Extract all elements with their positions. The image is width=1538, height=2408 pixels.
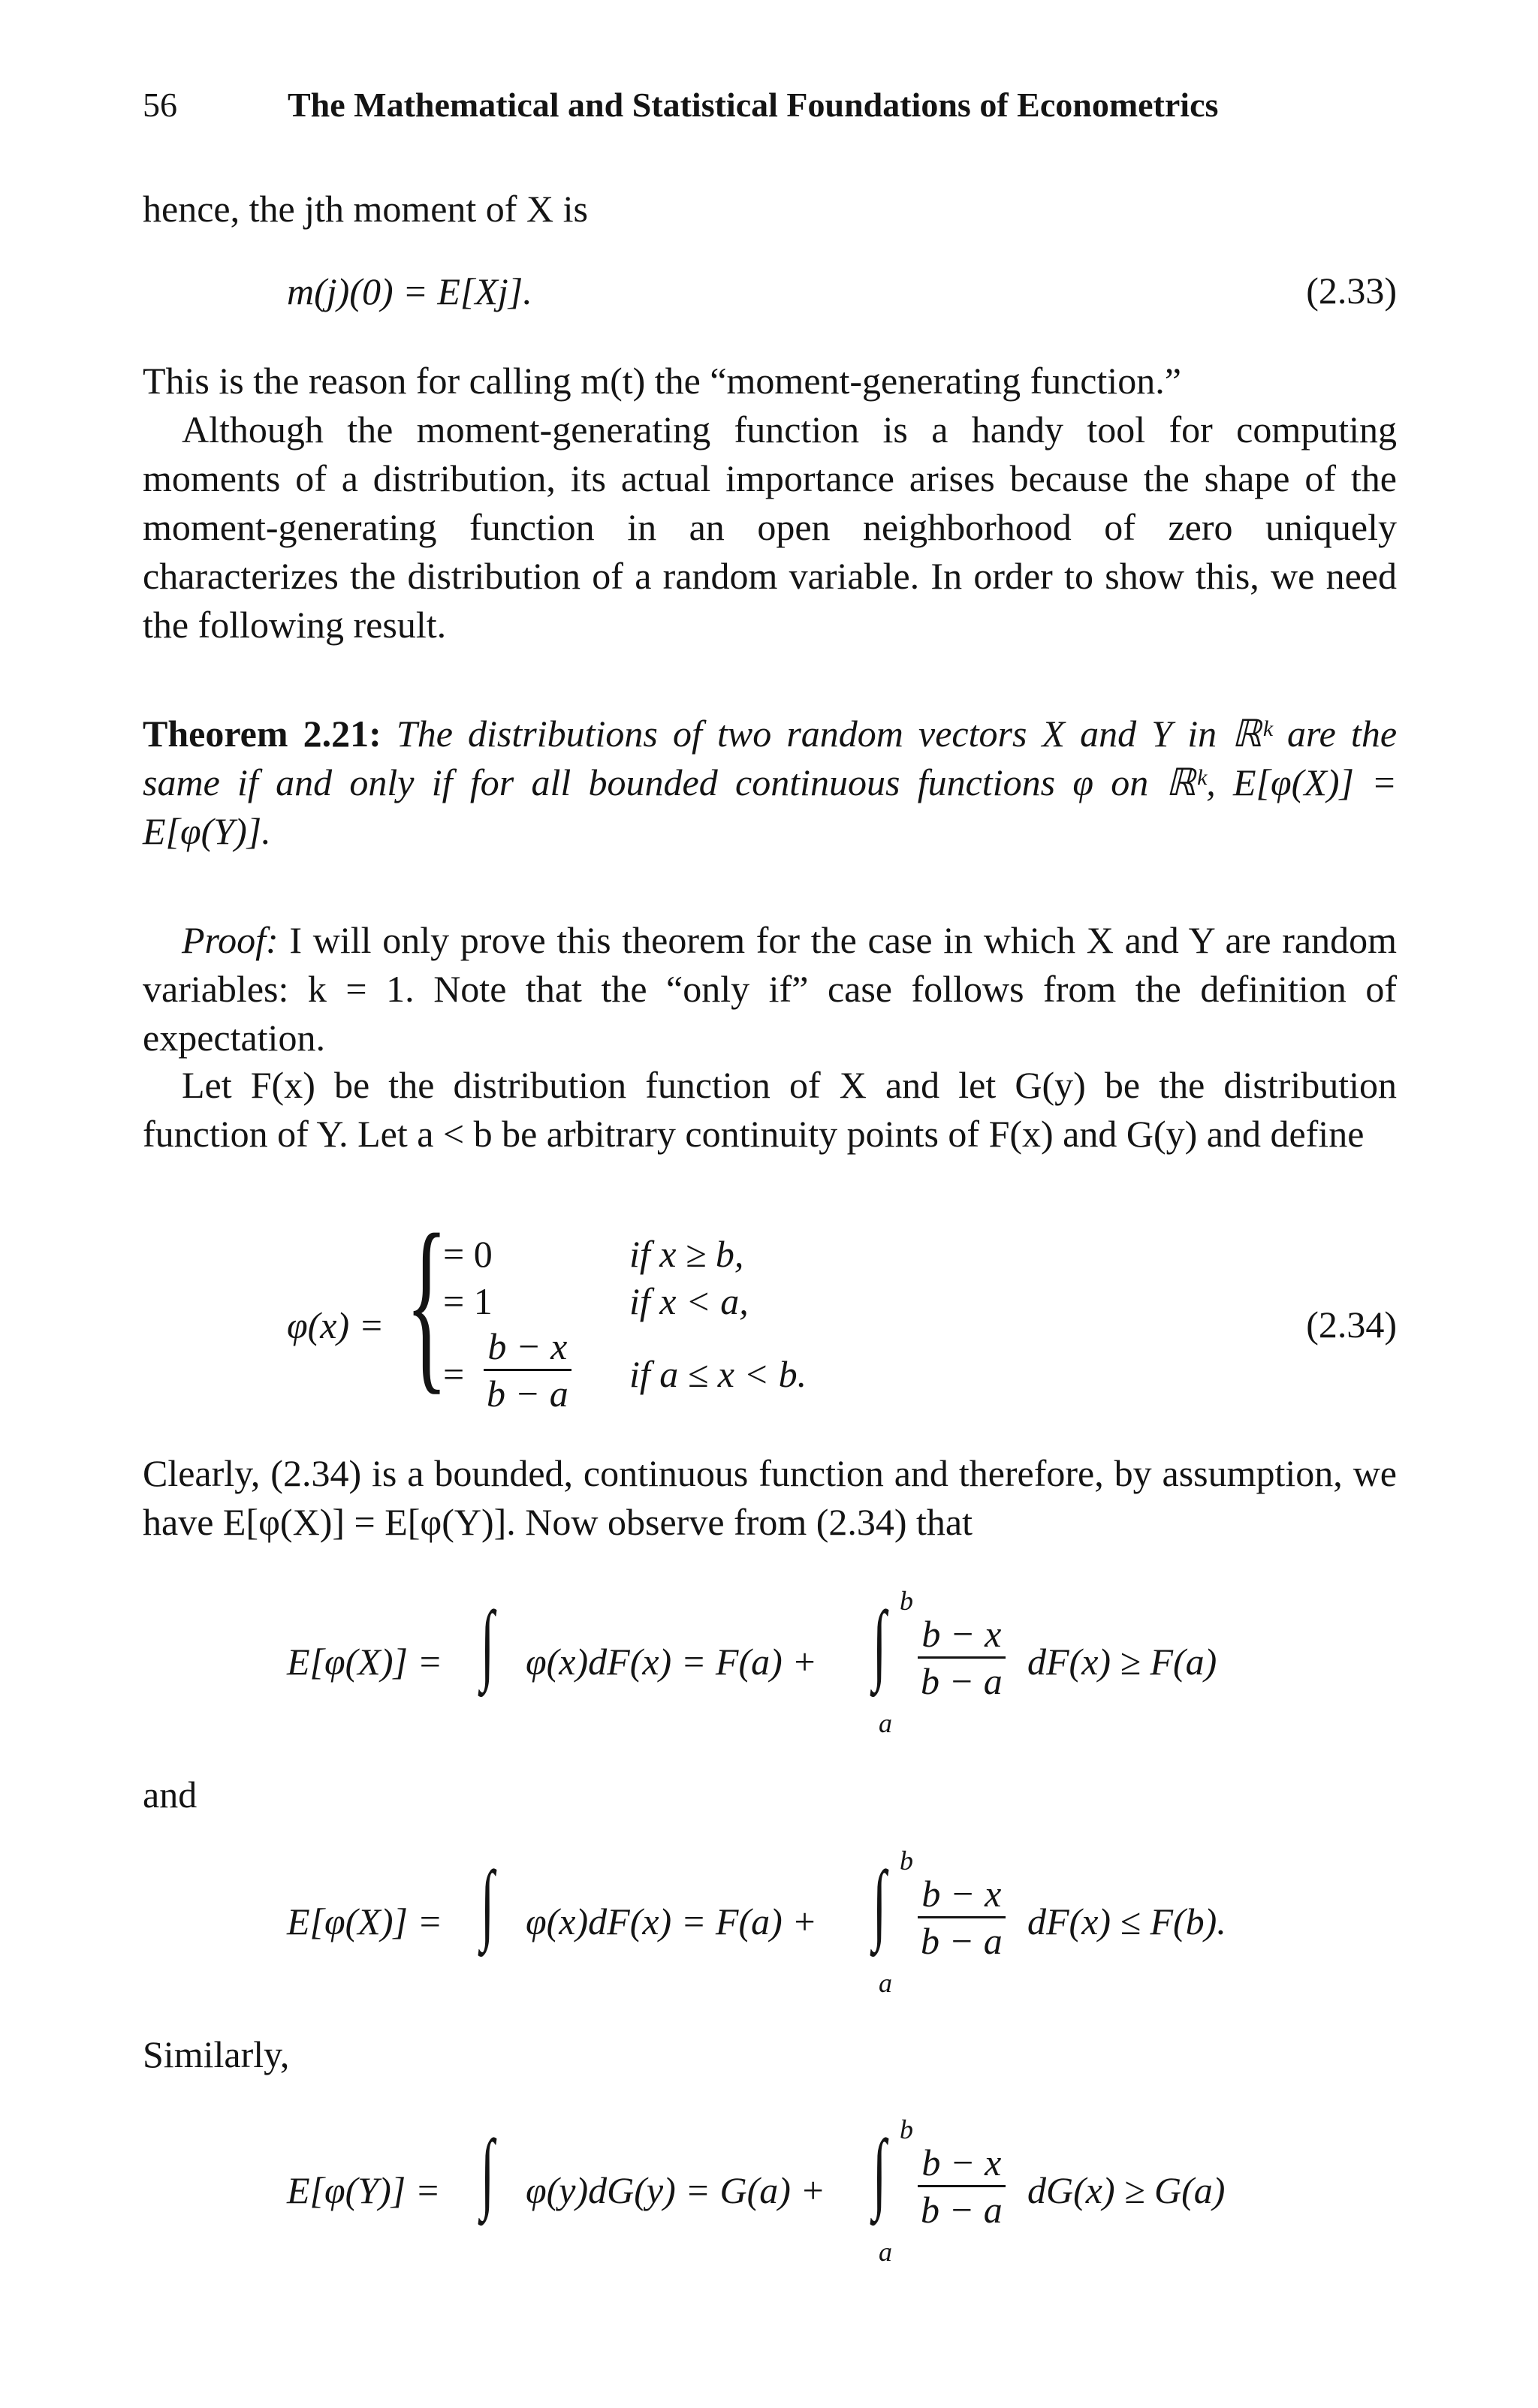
case3-condition: if a ≤ x < b. <box>629 1353 807 1395</box>
text-and: and <box>143 1774 198 1816</box>
integral-icon: ∫ <box>873 2121 887 2221</box>
theorem-2-21 <box>143 710 1397 856</box>
integral-icon: ∫ <box>481 1593 495 1692</box>
equation-2-33: m(j)(0) = E[Xj]. <box>287 270 532 312</box>
case2-condition: if x < a, <box>629 1280 749 1322</box>
eq234-lhs: φ(x) = <box>287 1304 384 1346</box>
case1-value: = 0 <box>443 1233 493 1275</box>
theorem-statement: The distributions of two random vectors X and Y in ℝᵏ are the same if and only if for all bounded continuous functions φ on ℝᵏ, E[φ(X)] = E[φ(Y)]. <box>143 713 1398 852</box>
integral-icon: ∫ <box>481 2121 495 2221</box>
paragraph-define-phi: Let F(x) be the distribution function of X and let G(y) be the distribution function of Y. Let a < b be arbitrary continuity points of F(x) and G(y) and define <box>143 1064 1397 1155</box>
proof-paragraph <box>143 916 1397 1062</box>
text-similarly: Similarly, <box>143 2033 290 2075</box>
cases-brace: { <box>406 1195 448 1411</box>
proof-text: I will only prove this theorem for the case in which X and Y are random variables: k = 1. Note that the “only if” case follows from the definition of expectation. <box>143 919 1398 1059</box>
case3-value: = <box>443 1353 465 1395</box>
theorem-label: Theorem 2.21: <box>143 713 381 755</box>
equation-number-2-33: (2.33) <box>1306 270 1397 312</box>
running-title: The Mathematical and Statistical Foundations of Econometrics <box>288 86 1219 124</box>
book-page: 56 The Mathematical and Statistical Foundations of Econometrics hence, the jth moment of X is m(j)(0) = E[Xj]. (2.33) This is the reason for calling m(t) the “moment-generating function.” Although the moment-generating function is a handy tool for computing moments of a distribution, its actual importance arises because the shape of the moment-generating function in an open neighborhood of zero uniquely characterizes the distribution of a random variable. In order to show this, we need the following result. Theorem 2.21: The distributions of two random vectors X and Y in ℝᵏ are the same if and only if for all bounded continuous functions φ on ℝᵏ, E[φ(X)] = E[φ(Y)]. Proof: I will only prove this theorem for the case in which X and Y are random variables: k = 1. Note that the “only if” case follows from the definition of expectation. Let F(x) be the distribution function of X and let G(y) be the distribution function of Y. Let a < b be arbitrary continuity points of F(x) and G(y) and define φ(x) = { = 0 if x ≥ b, = 1 if x < a, = $\frac{b - x}{b - a}$ if a ≤ x < b. (2.34) Clearly, (2.34) is a bounded, continuous function and therefore, by assumption, we have E[φ(X)] = E[φ(Y)]. Now observe from (2.34) that E[φ(X)] = ∫ φ(x)dF(x) = F(a) + ∫ b a $\frac{b - x}{b - a}$ dF(x) ≥ F(a) and E[φ(X)] = ∫ φ(x)dF(x) = F(a) + ∫ b a $\frac{b - x}{b - a}$ dF(x) ≤ F(b). Similarly, E[φ(Y)] = ∫ φ(y)dG(y) = G(a) + ∫ b a $\frac{b - x}{b - a}$ dG(x) ≥ G(a) <box>0 0 1538 2408</box>
integral-icon: ∫ <box>873 1593 887 1692</box>
case1-condition: if x ≥ b, <box>629 1233 744 1275</box>
paragraph-clearly: Clearly, (2.34) is a bounded, continuous function and therefore, by assumption, we have E[φ(X)] = E[φ(Y)]. Now observe from (2.34) that <box>143 1452 1397 1543</box>
equation-number-2-34: (2.34) <box>1306 1303 1397 1346</box>
running-header <box>143 83 1218 128</box>
paragraph-jth-moment: hence, the jth moment of X is <box>143 188 588 230</box>
integral-icon: ∫ <box>481 1852 495 1952</box>
paragraph-mgf-importance: Although the moment-generating function is a handy tool for computing moments of a distribution, its actual importance arises because the shape of the moment-generating function in an open neighborhood of zero uniquely characterizes the distribution of a random variable. In order to show this, we need the following result. <box>143 408 1397 646</box>
proof-label: Proof: <box>182 919 279 961</box>
integral-icon: ∫ <box>873 1852 887 1952</box>
paragraph-mgf-name: This is the reason for calling m(t) the “moment-generating function.” <box>143 360 1181 402</box>
case3-fraction: $\frac{b - x}{b - a}$ <box>484 1324 571 1416</box>
case2-value: = 1 <box>443 1280 493 1322</box>
page-number: 56 <box>143 86 177 124</box>
